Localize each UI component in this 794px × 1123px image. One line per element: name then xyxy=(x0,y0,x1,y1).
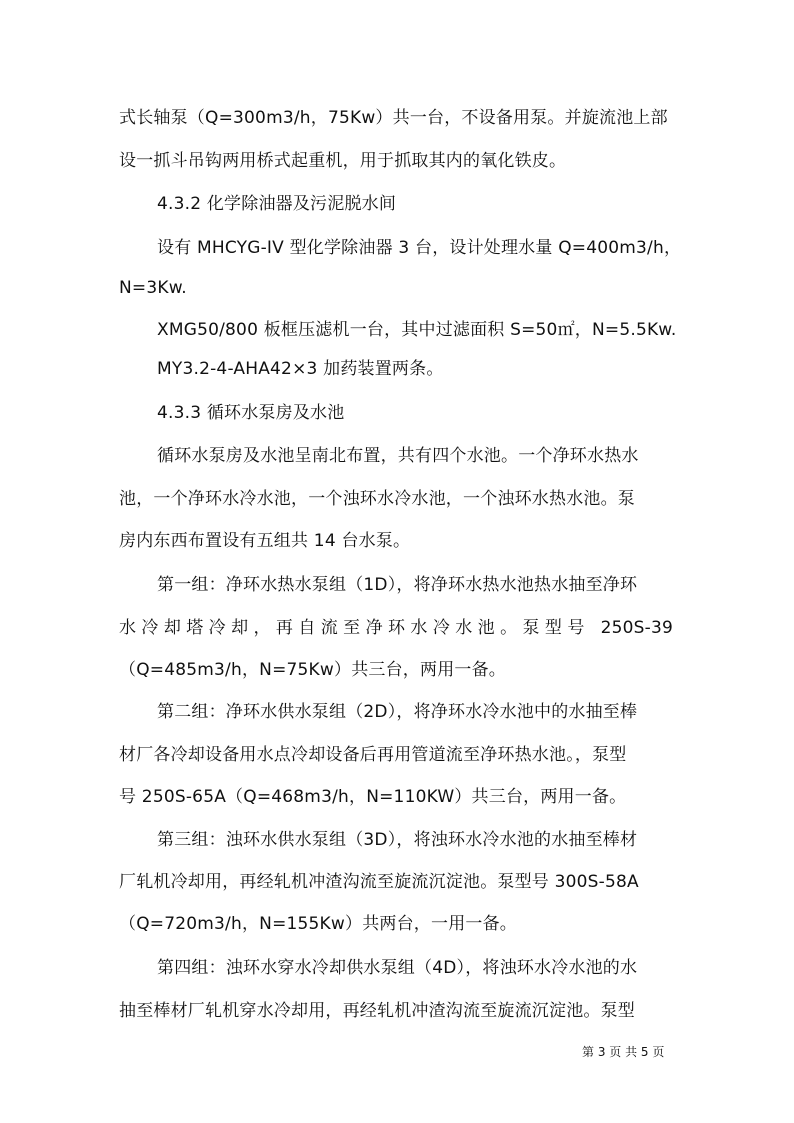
section-heading-4-3-2: 4.3.2 化学除油器及污泥脱水间 xyxy=(157,194,397,214)
text-line-6: XMG50/800 板框压滤机一台，其中过滤面积 S=50㎡，N=5.5Kw. xyxy=(157,320,677,340)
text-line-11: 房内东西布置设有五组共 14 台水泵。 xyxy=(119,531,411,551)
text-line-9: 循环水泵房及水池呈南北布置，共有四个水池。一个净环水热水 xyxy=(157,446,639,466)
text-line-21: 第四组：浊环水穿水冷却供水泵组（4D），将浊环水冷水池的水 xyxy=(157,958,638,978)
text-line-10: 池，一个净环水冷水池，一个浊环水冷水池，一个浊环水热水池。泵 xyxy=(119,489,635,509)
text-line-1: 式长轴泵（Q=300m3/h，75Kw）共一台，不设备用泵。并旋流池上部 xyxy=(119,108,668,128)
text-line-12: 第一组：净环水热水泵组（1D），将净环水热水池热水抽至净环 xyxy=(157,575,638,595)
text-line-13: 水冷却塔冷却，再自流至净环水冷水池。泵型号 250S-39 xyxy=(119,618,673,638)
text-line-19: 厂轧机冷却用，再经轧机冲渣沟流至旋流沉淀池。泵型号 300S-58A xyxy=(119,872,639,892)
text-line-17: 号 250S-65A（Q=468m3/h，N=110KW）共三台，两用一备。 xyxy=(119,787,627,807)
text-line-22: 抽至棒材厂轧机穿水冷却用，再经轧机冲渣沟流至旋流沉淀池。泵型 xyxy=(119,1001,635,1021)
text-line-2: 设一抓斗吊钩两用桥式起重机，用于抓取其内的氧化铁皮。 xyxy=(119,151,567,171)
text-line-15: 第二组：净环水供水泵组（2D），将净环水冷水池中的水抽至棒 xyxy=(157,702,638,722)
text-line-16: 材厂各冷却设备用水点冷却设备后再用管道流至净环热水池。，泵型 xyxy=(119,745,627,765)
text-line-7: MY3.2-4-AHA42×3 加药装置两条。 xyxy=(157,359,444,379)
text-line-18: 第三组：浊环水供水泵组（3D），将浊环水冷水池的水抽至棒材 xyxy=(157,830,638,850)
text-line-5: N=3Kw. xyxy=(119,278,187,298)
text-line-14: （Q=485m3/h，N=75Kw）共三台，两用一备。 xyxy=(119,660,506,680)
section-heading-4-3-3: 4.3.3 循环水泵房及水池 xyxy=(157,403,345,423)
text-line-4: 设有 MHCYG-IV 型化学除油器 3 台，设计处理水量 Q=400m3/h， xyxy=(157,238,682,258)
text-line-20: （Q=720m3/h，N=155Kw）共两台，一用一备。 xyxy=(119,914,518,934)
page-number-footer: 第 3 页 共 5 页 xyxy=(582,1045,665,1059)
